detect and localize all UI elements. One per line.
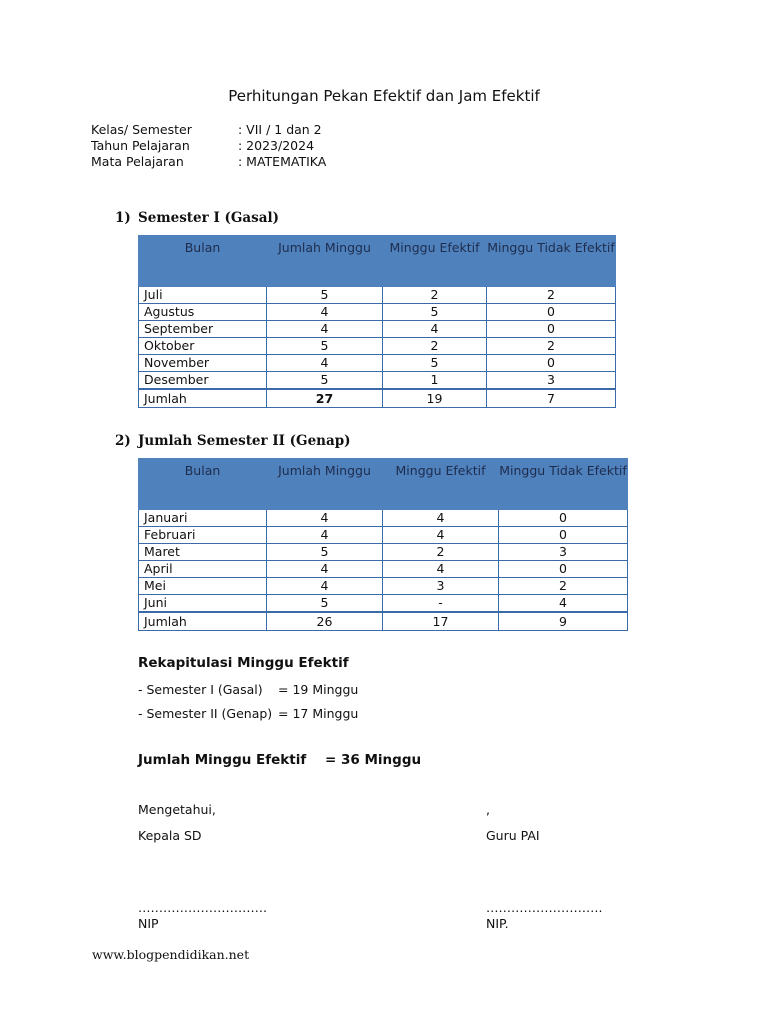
signature-right-role: Guru PAI bbox=[486, 828, 540, 843]
column-header-bulan: Bulan bbox=[139, 236, 267, 287]
signature-right-dots: ………………………. bbox=[486, 900, 603, 915]
column-header-bulan: Bulan bbox=[139, 459, 267, 510]
cell-jumlah: 4 bbox=[267, 304, 383, 321]
cell-tidak-efektif: 0 bbox=[487, 355, 616, 372]
cell-efektif: - bbox=[383, 595, 499, 613]
cell-month: Juli bbox=[139, 287, 267, 304]
cell-total-tidak-efektif: 7 bbox=[487, 389, 616, 408]
table-row bbox=[139, 544, 628, 561]
cell-tidak-efektif: 0 bbox=[487, 321, 616, 338]
table-row bbox=[139, 578, 628, 595]
cell-jumlah: 4 bbox=[267, 355, 383, 372]
signature-left-mengetahui: Mengetahui, bbox=[138, 802, 216, 817]
cell-month: November bbox=[139, 355, 267, 372]
cell-efektif: 4 bbox=[383, 321, 487, 338]
cell-month: Maret bbox=[139, 544, 267, 561]
cell-total-efektif: 19 bbox=[383, 389, 487, 408]
signature-left-role: Kepala SD bbox=[138, 828, 202, 843]
semester2-title: Jumlah Semester II (Genap) bbox=[138, 433, 351, 449]
table-header-row bbox=[139, 459, 628, 510]
column-header-jumlah-minggu: Jumlah Minggu bbox=[267, 459, 383, 510]
table-header-row bbox=[139, 236, 616, 287]
column-header-minggu-tidak-efektif: Minggu Tidak Efektif bbox=[499, 459, 628, 510]
info-value-kelas: : VII / 1 dan 2 bbox=[238, 122, 322, 137]
cell-jumlah: 5 bbox=[267, 544, 383, 561]
table-row bbox=[139, 287, 616, 304]
cell-jumlah: 4 bbox=[267, 510, 383, 527]
cell-month: Oktober bbox=[139, 338, 267, 355]
info-label-kelas: Kelas/ Semester bbox=[91, 122, 192, 137]
cell-tidak-efektif: 2 bbox=[499, 578, 628, 595]
info-label-tahun: Tahun Pelajaran bbox=[91, 138, 190, 153]
table-row bbox=[139, 510, 628, 527]
signature-left-dots: …………………………. bbox=[138, 900, 267, 915]
cell-tidak-efektif: 2 bbox=[487, 287, 616, 304]
cell-total-label: Jumlah bbox=[139, 612, 267, 631]
cell-jumlah: 5 bbox=[267, 595, 383, 613]
cell-total-jumlah: 26 bbox=[267, 612, 383, 631]
cell-month: Januari bbox=[139, 510, 267, 527]
cell-tidak-efektif: 3 bbox=[487, 372, 616, 390]
table-row bbox=[139, 595, 628, 613]
cell-efektif: 2 bbox=[383, 338, 487, 355]
semester2-table bbox=[138, 458, 628, 631]
cell-tidak-efektif: 0 bbox=[499, 510, 628, 527]
table-row bbox=[139, 321, 616, 338]
cell-tidak-efektif: 2 bbox=[487, 338, 616, 355]
info-value-mapel: : MATEMATIKA bbox=[238, 154, 327, 169]
cell-total-label: Jumlah bbox=[139, 389, 267, 408]
rekap-line1-label: - Semester I (Gasal) bbox=[138, 682, 263, 697]
column-header-minggu-efektif: Minggu Efektif bbox=[383, 459, 499, 510]
cell-jumlah: 4 bbox=[267, 321, 383, 338]
footer-website: www.blogpendidikan.net bbox=[92, 947, 250, 962]
table-total-row bbox=[139, 389, 616, 408]
rekap-line2-label: - Semester II (Genap) bbox=[138, 706, 273, 721]
cell-tidak-efektif: 0 bbox=[487, 304, 616, 321]
cell-jumlah: 5 bbox=[267, 287, 383, 304]
cell-efektif: 1 bbox=[383, 372, 487, 390]
info-block bbox=[0, 122, 768, 170]
cell-efektif: 2 bbox=[383, 544, 499, 561]
cell-efektif: 5 bbox=[383, 355, 487, 372]
column-header-jumlah-minggu: Jumlah Minggu bbox=[267, 236, 383, 287]
cell-tidak-efektif: 0 bbox=[499, 527, 628, 544]
table-total-row bbox=[139, 612, 628, 631]
jumlah-label: Jumlah Minggu Efektif bbox=[138, 752, 307, 768]
rekap-title: Rekapitulasi Minggu Efektif bbox=[138, 655, 349, 671]
semester2-heading bbox=[115, 433, 515, 451]
cell-efektif: 4 bbox=[383, 561, 499, 578]
column-header-minggu-efektif: Minggu Efektif bbox=[383, 236, 487, 287]
cell-jumlah: 4 bbox=[267, 561, 383, 578]
cell-total-jumlah: 27 bbox=[267, 389, 383, 408]
cell-jumlah: 5 bbox=[267, 338, 383, 355]
page-title: Perhitungan Pekan Efektif dan Jam Efektif bbox=[228, 87, 540, 105]
signature-left-nip: NIP bbox=[138, 916, 159, 931]
table-row bbox=[139, 304, 616, 321]
table-row bbox=[139, 561, 628, 578]
semester1-number: 1) bbox=[115, 210, 131, 226]
cell-month: Juni bbox=[139, 595, 267, 613]
cell-total-efektif: 17 bbox=[383, 612, 499, 631]
table-row bbox=[139, 338, 616, 355]
cell-tidak-efektif: 0 bbox=[499, 561, 628, 578]
semester1-table bbox=[138, 235, 616, 408]
cell-tidak-efektif: 3 bbox=[499, 544, 628, 561]
semester1-title: Semester I (Gasal) bbox=[138, 210, 279, 226]
cell-total-tidak-efektif: 9 bbox=[499, 612, 628, 631]
rekap-line2-value: = 17 Minggu bbox=[278, 706, 359, 721]
table-row bbox=[139, 527, 628, 544]
cell-month: April bbox=[139, 561, 267, 578]
cell-tidak-efektif: 4 bbox=[499, 595, 628, 613]
semester1-heading bbox=[115, 210, 515, 228]
info-value-tahun: : 2023/2024 bbox=[238, 138, 315, 153]
cell-month: September bbox=[139, 321, 267, 338]
signature-right-nip: NIP. bbox=[486, 916, 509, 931]
cell-efektif: 5 bbox=[383, 304, 487, 321]
semester2-number: 2) bbox=[115, 433, 131, 449]
cell-month: Desember bbox=[139, 372, 267, 390]
table-row bbox=[139, 355, 616, 372]
signature-right-comma: , bbox=[486, 802, 490, 817]
info-label-mapel: Mata Pelajaran bbox=[91, 154, 184, 169]
table-row bbox=[139, 372, 616, 390]
cell-efektif: 4 bbox=[383, 510, 499, 527]
jumlah-value: = 36 Minggu bbox=[325, 752, 422, 768]
cell-month: Mei bbox=[139, 578, 267, 595]
cell-efektif: 3 bbox=[383, 578, 499, 595]
rekap-line1-value: = 19 Minggu bbox=[278, 682, 359, 697]
cell-month: Februari bbox=[139, 527, 267, 544]
cell-jumlah: 4 bbox=[267, 578, 383, 595]
column-header-minggu-tidak-efektif: Minggu Tidak Efektif bbox=[487, 236, 616, 287]
cell-efektif: 4 bbox=[383, 527, 499, 544]
cell-efektif: 2 bbox=[383, 287, 487, 304]
cell-jumlah: 4 bbox=[267, 527, 383, 544]
cell-month: Agustus bbox=[139, 304, 267, 321]
cell-jumlah: 5 bbox=[267, 372, 383, 390]
